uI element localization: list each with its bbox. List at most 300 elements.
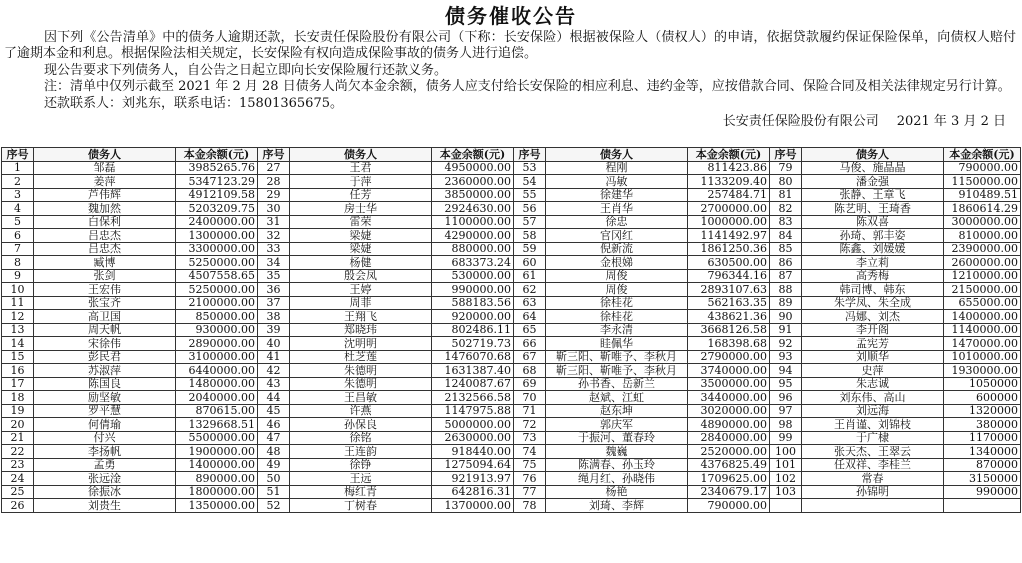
row-number: 41	[258, 350, 290, 364]
row-number: 53	[514, 161, 546, 175]
row-number: 92	[770, 337, 802, 351]
principal-balance: 1150000.00	[944, 175, 1021, 189]
table-row	[2, 404, 1021, 418]
debtor-name: 孙锦明	[802, 485, 944, 499]
debtor-name: 绳月红、孙晓伟	[546, 472, 688, 486]
debtor-name: 周俊	[546, 283, 688, 297]
header-amount: 本金余额(元)	[688, 148, 770, 162]
principal-balance: 1210000.00	[944, 269, 1021, 283]
note-paragraph: 注：清单中仅列示截至 2021 年 2 月 28 日债务人尚欠本金余额，债务人应支付给长安保险的相应利息、违约金等，应按借款合同、保险合同及相关法律规定另行计算。	[44, 79, 1011, 95]
principal-balance: 1480000.00	[176, 377, 258, 391]
debtor-name: 房士华	[290, 202, 432, 216]
debtor-name: 王婷	[290, 283, 432, 297]
debtor-name: 徐桂花	[546, 296, 688, 310]
debtor-name: 刘琦、李辉	[546, 499, 688, 513]
debtor-name: 官冈红	[546, 229, 688, 243]
signature-block	[0, 112, 1022, 132]
principal-balance: 3300000.00	[176, 242, 258, 256]
principal-balance: 3100000.00	[176, 350, 258, 364]
debtor-name: 王肖华	[546, 202, 688, 216]
debtor-name: 陈双喜	[802, 215, 944, 229]
row-number: 86	[770, 256, 802, 270]
debtor-name: 刘远海	[802, 404, 944, 418]
row-number: 70	[514, 391, 546, 405]
principal-balance: 870615.00	[176, 404, 258, 418]
debtor-name: 徐铭	[290, 431, 432, 445]
debtor-name: 王昌敏	[290, 391, 432, 405]
table-row	[2, 323, 1021, 337]
principal-balance: 4507558.65	[176, 269, 258, 283]
table-row	[2, 445, 1021, 459]
debtor-name: 靳三阳、靳唯予、李秋月	[546, 350, 688, 364]
row-number: 47	[258, 431, 290, 445]
debtor-name: 雷荣	[290, 215, 432, 229]
row-number: 68	[514, 364, 546, 378]
table-header-row	[2, 148, 1021, 162]
debtor-name: 王君	[290, 161, 432, 175]
table-body	[2, 161, 1021, 512]
principal-balance: 890000.00	[176, 472, 258, 486]
principal-balance: 642816.31	[432, 485, 514, 499]
row-number: 77	[514, 485, 546, 499]
principal-balance: 4912109.58	[176, 188, 258, 202]
debtor-name: 冯娜、刘杰	[802, 310, 944, 324]
row-number: 26	[2, 499, 34, 513]
debtor-name: 赵斌、江虹	[546, 391, 688, 405]
principal-balance: 1170000	[944, 431, 1021, 445]
row-number: 100	[770, 445, 802, 459]
row-number: 102	[770, 472, 802, 486]
header-no: 序号	[258, 148, 290, 162]
row-number: 63	[514, 296, 546, 310]
principal-balance: 1930000.00	[944, 364, 1021, 378]
row-number: 24	[2, 472, 34, 486]
principal-balance: 2890000.00	[176, 337, 258, 351]
row-number: 34	[258, 256, 290, 270]
principal-balance: 3668126.58	[688, 323, 770, 337]
debtor-name: 宋徐伟	[34, 337, 176, 351]
principal-balance: 438621.36	[688, 310, 770, 324]
principal-balance: 930000.00	[176, 323, 258, 337]
principal-balance: 990000	[944, 485, 1021, 499]
debtor-name: 吕忠杰	[34, 229, 176, 243]
row-number: 82	[770, 202, 802, 216]
row-number: 103	[770, 485, 802, 499]
row-number: 4	[2, 202, 34, 216]
row-number: 48	[258, 445, 290, 459]
principal-balance: 2340679.17	[688, 485, 770, 499]
principal-balance: 918440.00	[432, 445, 514, 459]
principal-balance: 630500.00	[688, 256, 770, 270]
principal-balance: 1140000.00	[944, 323, 1021, 337]
debtor-name: 沈明明	[290, 337, 432, 351]
row-number: 66	[514, 337, 546, 351]
table-row	[2, 458, 1021, 472]
principal-balance: 600000	[944, 391, 1021, 405]
row-number: 5	[2, 215, 34, 229]
header-amount: 本金余额(元)	[432, 148, 514, 162]
debtor-name: 丁树春	[290, 499, 432, 513]
row-number: 88	[770, 283, 802, 297]
row-number: 79	[770, 161, 802, 175]
principal-balance: 1329668.51	[176, 418, 258, 432]
row-number: 83	[770, 215, 802, 229]
row-number: 90	[770, 310, 802, 324]
row-number: 51	[258, 485, 290, 499]
debtor-name: 付兴	[34, 431, 176, 445]
principal-balance: 1275094.64	[432, 458, 514, 472]
row-number: 85	[770, 242, 802, 256]
page-title: 债务催收公告	[445, 4, 577, 28]
row-number: 71	[514, 404, 546, 418]
debtor-name: 周俊	[546, 269, 688, 283]
row-number: 8	[2, 256, 34, 270]
row-number: 7	[2, 242, 34, 256]
principal-balance: 1476070.68	[432, 350, 514, 364]
principal-balance: 1300000.00	[176, 229, 258, 243]
row-number: 78	[514, 499, 546, 513]
principal-balance: 3985265.76	[176, 161, 258, 175]
debtor-name: 张静、王章飞	[802, 188, 944, 202]
row-number: 6	[2, 229, 34, 243]
debtor-name: 倪新流	[546, 242, 688, 256]
debtor-name: 张宝齐	[34, 296, 176, 310]
table-row	[2, 296, 1021, 310]
principal-balance: 2132566.58	[432, 391, 514, 405]
row-number: 10	[2, 283, 34, 297]
contact-paragraph: 还款联系人：刘兆东，联系电话：15801365675。	[44, 95, 343, 111]
header-name: 债务人	[546, 148, 688, 162]
debtor-table	[1, 147, 1021, 513]
signature-company: 长安责任保险股份有限公司	[722, 114, 879, 130]
debtor-name: 魏加然	[34, 202, 176, 216]
table-row	[2, 161, 1021, 175]
empty-cell	[770, 499, 802, 513]
row-number: 30	[258, 202, 290, 216]
principal-balance: 921913.97	[432, 472, 514, 486]
signature-date: 2021 年 3 月 2 日	[896, 114, 1006, 130]
row-number: 45	[258, 404, 290, 418]
principal-balance: 1400000.00	[176, 458, 258, 472]
principal-balance: 1861250.36	[688, 242, 770, 256]
row-number: 99	[770, 431, 802, 445]
row-number: 36	[258, 283, 290, 297]
principal-balance: 4376825.49	[688, 458, 770, 472]
debtor-name: 陈国良	[34, 377, 176, 391]
debtor-name: 金根娣	[546, 256, 688, 270]
table-row	[2, 188, 1021, 202]
principal-balance: 790000.00	[944, 161, 1021, 175]
debtor-name: 魏巍	[546, 445, 688, 459]
principal-balance: 5347123.29	[176, 175, 258, 189]
row-number: 59	[514, 242, 546, 256]
principal-balance: 1631387.40	[432, 364, 514, 378]
principal-balance: 1860614.29	[944, 202, 1021, 216]
table-row	[2, 310, 1021, 324]
debtor-name: 徐忠	[546, 215, 688, 229]
principal-balance: 810000.00	[944, 229, 1021, 243]
principal-balance: 5250000.00	[176, 256, 258, 270]
principal-balance: 2390000.00	[944, 242, 1021, 256]
principal-balance: 6440000.00	[176, 364, 258, 378]
row-number: 17	[2, 377, 34, 391]
debtor-name: 王肖谨、刘锦枝	[802, 418, 944, 432]
row-number: 22	[2, 445, 34, 459]
debtor-name: 朱学凤、朱全成	[802, 296, 944, 310]
row-number: 27	[258, 161, 290, 175]
row-number: 93	[770, 350, 802, 364]
principal-balance: 1350000.00	[176, 499, 258, 513]
principal-balance: 2924630.00	[432, 202, 514, 216]
debtor-name: 马俊、施晶晶	[802, 161, 944, 175]
debtor-name: 高卫国	[34, 310, 176, 324]
principal-balance: 1709625.00	[688, 472, 770, 486]
row-number: 20	[2, 418, 34, 432]
principal-balance: 1000000.00	[688, 215, 770, 229]
debtor-name: 韩司博、韩东	[802, 283, 944, 297]
row-number: 64	[514, 310, 546, 324]
debtor-name: 周菲	[290, 296, 432, 310]
principal-balance: 5500000.00	[176, 431, 258, 445]
principal-balance: 1010000.00	[944, 350, 1021, 364]
row-number: 35	[258, 269, 290, 283]
principal-balance: 257484.71	[688, 188, 770, 202]
row-number: 87	[770, 269, 802, 283]
header-amount: 本金余额(元)	[176, 148, 258, 162]
principal-balance: 683373.24	[432, 256, 514, 270]
table-row	[2, 202, 1021, 216]
table-row	[2, 256, 1021, 270]
principal-balance: 2600000.00	[944, 256, 1021, 270]
principal-balance: 910489.51	[944, 188, 1021, 202]
row-number: 29	[258, 188, 290, 202]
principal-balance: 2150000.00	[944, 283, 1021, 297]
debtor-name: 赵东坤	[546, 404, 688, 418]
header-no: 序号	[2, 148, 34, 162]
debtor-name: 孙保良	[290, 418, 432, 432]
debtor-name: 王宏伟	[34, 283, 176, 297]
principal-balance: 850000.00	[176, 310, 258, 324]
principal-balance: 2520000.00	[688, 445, 770, 459]
principal-balance: 3440000.00	[688, 391, 770, 405]
debtor-name: 朱德明	[290, 377, 432, 391]
row-number: 57	[514, 215, 546, 229]
principal-balance: 2630000.00	[432, 431, 514, 445]
principal-balance: 990000.00	[432, 283, 514, 297]
debtor-name: 于萍	[290, 175, 432, 189]
principal-balance: 655000.00	[944, 296, 1021, 310]
principal-balance: 1340000	[944, 445, 1021, 459]
principal-balance: 1800000.00	[176, 485, 258, 499]
principal-balance: 790000.00	[688, 499, 770, 513]
row-number: 76	[514, 472, 546, 486]
debtor-name: 周天帆	[34, 323, 176, 337]
principal-balance: 1370000.00	[432, 499, 514, 513]
principal-balance: 870000	[944, 458, 1021, 472]
debtor-name: 孟勇	[34, 458, 176, 472]
debtor-name: 冯敏	[546, 175, 688, 189]
row-number: 94	[770, 364, 802, 378]
row-number: 89	[770, 296, 802, 310]
row-number: 67	[514, 350, 546, 364]
header-no: 序号	[770, 148, 802, 162]
table-row	[2, 215, 1021, 229]
debtor-name: 徐振冰	[34, 485, 176, 499]
principal-balance: 5000000.00	[432, 418, 514, 432]
row-number: 50	[258, 472, 290, 486]
principal-balance: 802486.11	[432, 323, 514, 337]
row-number: 19	[2, 404, 34, 418]
principal-balance: 880000.00	[432, 242, 514, 256]
debtor-name: 何倩瑜	[34, 418, 176, 432]
debtor-name: 程刚	[546, 161, 688, 175]
principal-balance: 1320000	[944, 404, 1021, 418]
debtor-name: 罗平慧	[34, 404, 176, 418]
row-number: 60	[514, 256, 546, 270]
row-number: 75	[514, 458, 546, 472]
demand-paragraph: 现公告要求下列债务人，自公告之日起立即向长安保险履行还款义务。	[44, 62, 448, 78]
principal-balance: 4890000.00	[688, 418, 770, 432]
debtor-name: 孟宪芳	[802, 337, 944, 351]
row-number: 65	[514, 323, 546, 337]
principal-balance: 3000000.00	[944, 215, 1021, 229]
row-number: 55	[514, 188, 546, 202]
table-row	[2, 485, 1021, 499]
debtor-name: 李立莉	[802, 256, 944, 270]
table-row	[2, 364, 1021, 378]
header-name: 债务人	[34, 148, 176, 162]
debtor-name: 陈艺明、王琦香	[802, 202, 944, 216]
row-number: 54	[514, 175, 546, 189]
debtor-name: 吕忠杰	[34, 242, 176, 256]
row-number: 44	[258, 391, 290, 405]
debtor-name: 苏淑萍	[34, 364, 176, 378]
principal-balance: 3850000.00	[432, 188, 514, 202]
principal-balance: 2790000.00	[688, 350, 770, 364]
debtor-name: 邹磊	[34, 161, 176, 175]
debtor-name: 王翔飞	[290, 310, 432, 324]
debtor-name: 眭佩华	[546, 337, 688, 351]
principal-balance: 920000.00	[432, 310, 514, 324]
principal-balance: 5250000.00	[176, 283, 258, 297]
debtor-name: 梅红青	[290, 485, 432, 499]
principal-balance: 2840000.00	[688, 431, 770, 445]
table-row	[2, 418, 1021, 432]
principal-balance: 1050000	[944, 377, 1021, 391]
principal-balance: 1133209.40	[688, 175, 770, 189]
principal-balance: 3740000.00	[688, 364, 770, 378]
debtor-name: 张剑	[34, 269, 176, 283]
debtor-name: 臧博	[34, 256, 176, 270]
row-number: 80	[770, 175, 802, 189]
row-number: 39	[258, 323, 290, 337]
row-number: 12	[2, 310, 34, 324]
row-number: 61	[514, 269, 546, 283]
table-row	[2, 229, 1021, 243]
row-number: 96	[770, 391, 802, 405]
debtor-name: 梁婕	[290, 229, 432, 243]
debtor-name: 陈满春、孙玉玲	[546, 458, 688, 472]
table-row	[2, 283, 1021, 297]
principal-balance: 3020000.00	[688, 404, 770, 418]
debtor-name: 郭庆军	[546, 418, 688, 432]
debtor-name: 李开阁	[802, 323, 944, 337]
row-number: 81	[770, 188, 802, 202]
debtor-name: 任芳	[290, 188, 432, 202]
debtor-name: 彭民君	[34, 350, 176, 364]
table-row	[2, 391, 1021, 405]
row-number: 3	[2, 188, 34, 202]
debtor-name: 朱志诚	[802, 377, 944, 391]
table-row	[2, 175, 1021, 189]
row-number: 33	[258, 242, 290, 256]
row-number: 32	[258, 229, 290, 243]
debtor-name: 史萍	[802, 364, 944, 378]
debtor-name: 靳三阳、靳唯予、李秋月	[546, 364, 688, 378]
row-number: 46	[258, 418, 290, 432]
principal-balance: 1470000.00	[944, 337, 1021, 351]
row-number: 72	[514, 418, 546, 432]
principal-balance: 1147975.88	[432, 404, 514, 418]
row-number: 43	[258, 377, 290, 391]
debtor-name: 梁婕	[290, 242, 432, 256]
debtor-name: 许燕	[290, 404, 432, 418]
row-number: 98	[770, 418, 802, 432]
principal-balance: 4950000.00	[432, 161, 514, 175]
debtor-name: 孙书香、岳新兰	[546, 377, 688, 391]
debtor-name: 陈鑫、刘媛媛	[802, 242, 944, 256]
row-number: 16	[2, 364, 34, 378]
table-row	[2, 350, 1021, 364]
intro-paragraph: 因下列《公告清单》中的债务人逾期还款，长安责任保险股份有限公司（下称：长安保险）根据被保险人（债权人）的申请，依据贷款履约保证保险保单，向债权人赔付了逾期本金和利息。根据保险法相关规定，长安保险有权向造成保险事故的债务人进行追偿。	[4, 30, 1016, 62]
table-row	[2, 377, 1021, 391]
row-number: 42	[258, 364, 290, 378]
row-number: 74	[514, 445, 546, 459]
debtor-name: 殷会凤	[290, 269, 432, 283]
row-number: 73	[514, 431, 546, 445]
table-row	[2, 431, 1021, 445]
principal-balance: 2700000.00	[688, 202, 770, 216]
principal-balance: 502719.73	[432, 337, 514, 351]
principal-balance: 2893107.63	[688, 283, 770, 297]
principal-balance: 1240087.67	[432, 377, 514, 391]
row-number: 52	[258, 499, 290, 513]
principal-balance: 3150000	[944, 472, 1021, 486]
debtor-name: 于振河、董春玲	[546, 431, 688, 445]
header-name: 债务人	[802, 148, 944, 162]
row-number: 69	[514, 377, 546, 391]
debtor-name: 姜萍	[34, 175, 176, 189]
principal-balance: 4290000.00	[432, 229, 514, 243]
debtor-name: 王远	[290, 472, 432, 486]
debtor-name: 李永清	[546, 323, 688, 337]
debtor-name: 白保利	[34, 215, 176, 229]
debtor-name: 王连韵	[290, 445, 432, 459]
debtor-name: 励坚敏	[34, 391, 176, 405]
table-row	[2, 242, 1021, 256]
debtor-name: 高秀梅	[802, 269, 944, 283]
debtor-name: 郑晓玮	[290, 323, 432, 337]
row-number: 40	[258, 337, 290, 351]
principal-balance: 1100000.00	[432, 215, 514, 229]
row-number: 21	[2, 431, 34, 445]
debtor-name: 刘东伟、高山	[802, 391, 944, 405]
row-number: 84	[770, 229, 802, 243]
row-number: 58	[514, 229, 546, 243]
debtor-name: 芦伟辉	[34, 188, 176, 202]
debtor-name: 常春	[802, 472, 944, 486]
principal-balance: 588183.56	[432, 296, 514, 310]
